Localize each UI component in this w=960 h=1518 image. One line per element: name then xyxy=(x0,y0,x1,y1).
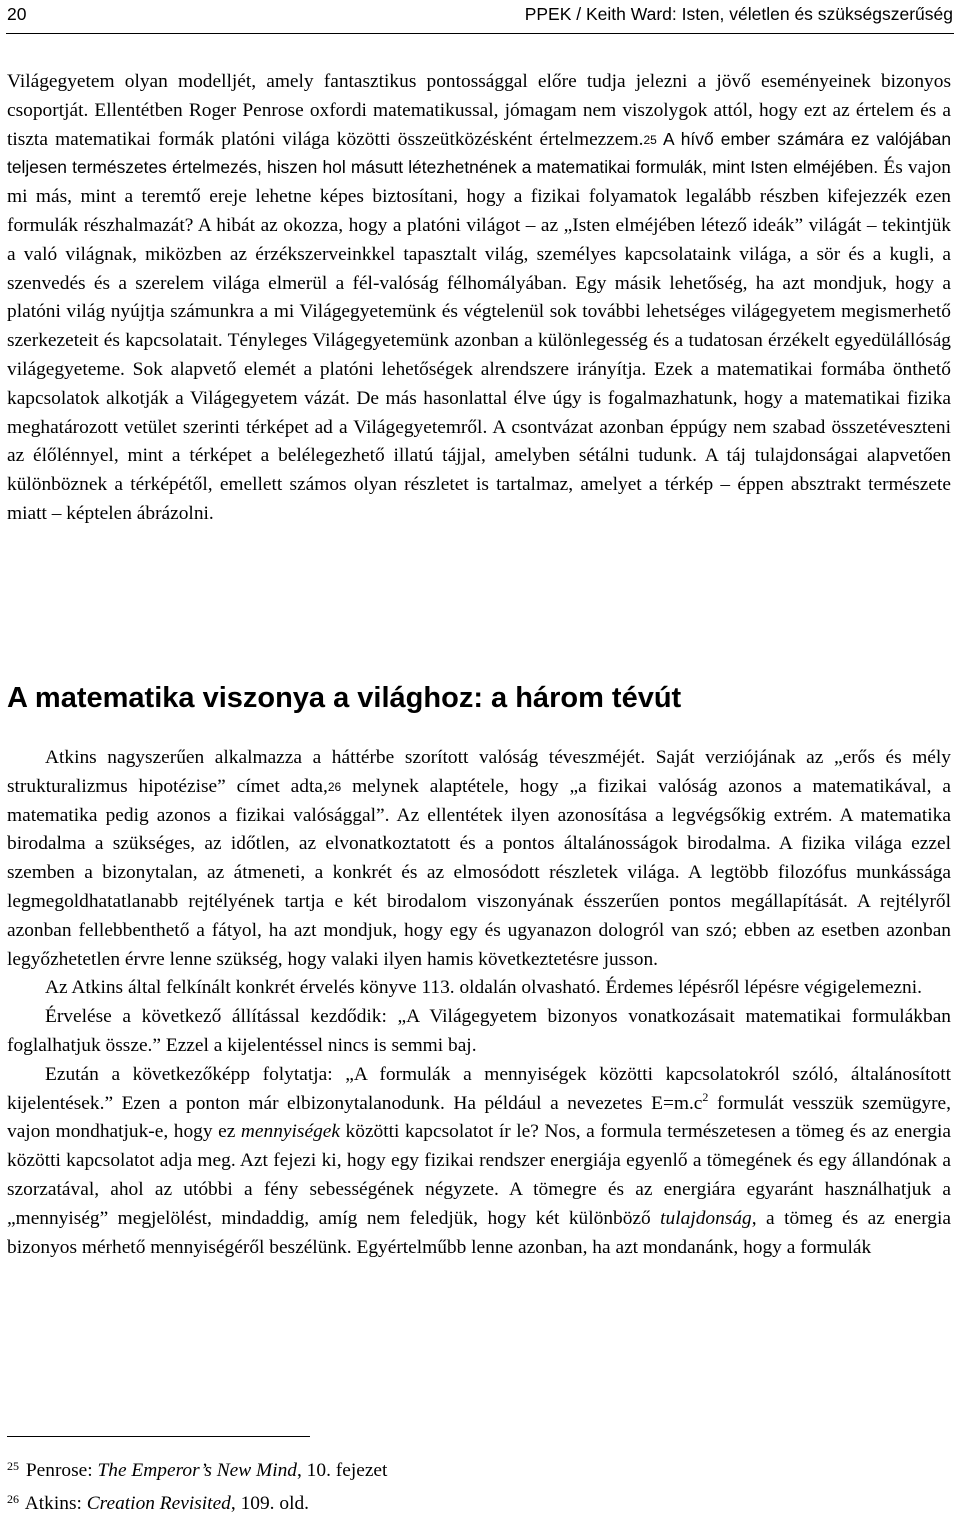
section-heading: A matematika viszonya a világhoz: a három tévút xyxy=(7,682,682,714)
section-paragraph-4: Ezután a következőképp folytatja: „A formulák a mennyiségek közötti kapcsolatokról szóló, általánosított kijelentések.” Ezen a ponton már elbizonytalanodunk. Ha például a nevezetes $E=m.c^2$ formulát vesszük szemügyre, vajon mondhatjuk-e, hogy ez mennyiségek közötti kapcsolatot ír le? Nos, a formula természetesen a tömeg és az energia közötti kapcsolatot adja meg. Azt fejezi ki, hogy egy fizikai rendszer energiája egyenlő a tömegének és egy állandónak a szorzatával, ahol az utóbbi a fény sebességének négyzete. A tömegre és az energiára egyaránt használhatjuk a „mennyiség” megjelölést, mindaddig, amíg nem feledjük, hogy két különböző tulajdonság, a tömeg és az energia bizonyos mérhető mennyiségéről beszélünk. Egyértelműbb lenne azonban, ha azt mondanánk, hogy a formulák xyxy=(7,1063,952,1258)
footnote-25: $^{25}$ Penrose: The Emperor’s New Mind, 10. fejezet xyxy=(7,1459,388,1481)
superscript-2: 2 xyxy=(702,1089,709,1104)
footnote-ref-26[interactable]: 26 xyxy=(327,779,342,794)
section-paragraph-2: Az Atkins által felkínált konkrét érvelés könyve 113. oldalán olvasható. Érdemes lépésről lépésre végigelemezni. xyxy=(45,977,922,999)
section-paragraph-3: Érvelése a következő állítással kezdődik: „A Világegyetem bizonyos vonatkozásait matematikai formulákban foglalhatjuk össze.” Ezzel a kijelentéssel nincs is semmi baj. xyxy=(7,1006,951,1056)
section-body xyxy=(7,744,951,1262)
section-paragraph-1: Atkins nagyszerűen alkalmazza a háttérbe szorított valóság téveszméjét. Saját verziójának az „erős és mély strukturalizmus hipotézise” címet adta,26 melynek alaptétele, hogy „a fizikai valóság azonos a matematikával, a matematika pedig azonos a fizikai valósággal”. Az ellentétek ilyen azonosítása a legvégsőkig extrém. A matematika birodalma a szükséges, az időtlen, az elvonatkoztatott és a pontos általánosságok birodalma. A fizika világa ezzel szemben a bizonytalan, az átmeneti, a konkrét és az elmosódott részletek világa. A legtöbb filozófus munkássága legmegoldhatatlanabb rejtélyének tartja e két birodalom viszonyának ésszerűen pontos megállapítását. A rejtélyről azonban fellebbenthető a fátyol, ha azt mondjuk, hogy egy és ugyanazon dologról van szó; ebben az esetben azonban legyőzhetetlen érvre lenne szükség, hogy valaki ilyen hamis következtetésre jusson. xyxy=(7,747,951,970)
footnotes xyxy=(7,1452,947,1518)
page-header xyxy=(7,0,953,32)
footnote-ref-25[interactable]: 25 xyxy=(643,132,657,147)
page-number: 20 xyxy=(7,4,27,24)
footnote-26: $^{26}$ Atkins: Creation Revisited, 109. old. xyxy=(7,1492,309,1514)
header-rule xyxy=(6,33,954,34)
body-paragraph-1 xyxy=(7,68,951,529)
footnote-separator xyxy=(7,1436,310,1437)
running-title: PPEK / Keith Ward: Isten, véletlen és szükségszerűség xyxy=(524,4,953,24)
body-text: Világegyetem olyan modelljét, amely fantasztikus pontossággal előre tudja jelezni a jövő eseményeinek bizonyos csoportját. Ellentétben Roger Penrose oxfordi matematikussal, jómagam nem viszolygok attól, hogy ezt az értelem és a tiszta matematikai formák platóni világa közötti összeütközésként értelmezzem. xyxy=(7,71,951,150)
body-text-sans: A hívő ember számára ez valójában teljesen természetes értelmezés, hiszen hol másutt létezhetnének a matematikai formulák, mint Isten elméjében. xyxy=(7,128,951,178)
body-text: És vajon mi más, mint a teremtő ereje lehetne képes biztosítani, hogy a fizikai folyamatok legalább részben kifejezzék ezen formulák részhalmazát? A hibát az okozza, hogy a platóni világot – az „Isten elméjében létező ideák” világát – tekintjük a való világnak, miközben az érzékszerveinkkel tapasztalt világ, személyes kapcsolataink világa, a sör és a kugli, a szenvedés és a szerelem világa elmerül a fél-valóság félhomályában. Egy másik lehetőség, ha azt mondjuk, hogy a platóni világ nyújtja számunkra a mi Világegyetemünk és végtelenül sok további lehetséges világegyetem megismerhető szerkezeteit és kapcsolatait. Tényleges Világegyetemünk azonban a különlegesség és a tudatosan érzékelt egyedülállóság világegyeteme. Sok alapvető elemét a platóni lehetőségek alrendszere irányítja. Ezek a matematikai formába önthető kapcsolatok alkotják a Világegyetem vázát. De más hasonlattal élve úgy is fogalmazhatunk, hogy a matematikai fizika meghatározott vetület szerinti térképet ad a Világegyetemről. A csontvázat azonban éppúgy nem szabad összetéveszteni az élőlénnyel, mint a térképet a belélegezhető illatú tájjal, amelyben sétálni tudunk. A táj tulajdonságai alapvetően különböznek a térképétől, emellett számos olyan részletet is tartalmaz, amelyet a térkép – éppen absztrakt természete miatt – képtelen ábrázolni. xyxy=(7,157,952,524)
